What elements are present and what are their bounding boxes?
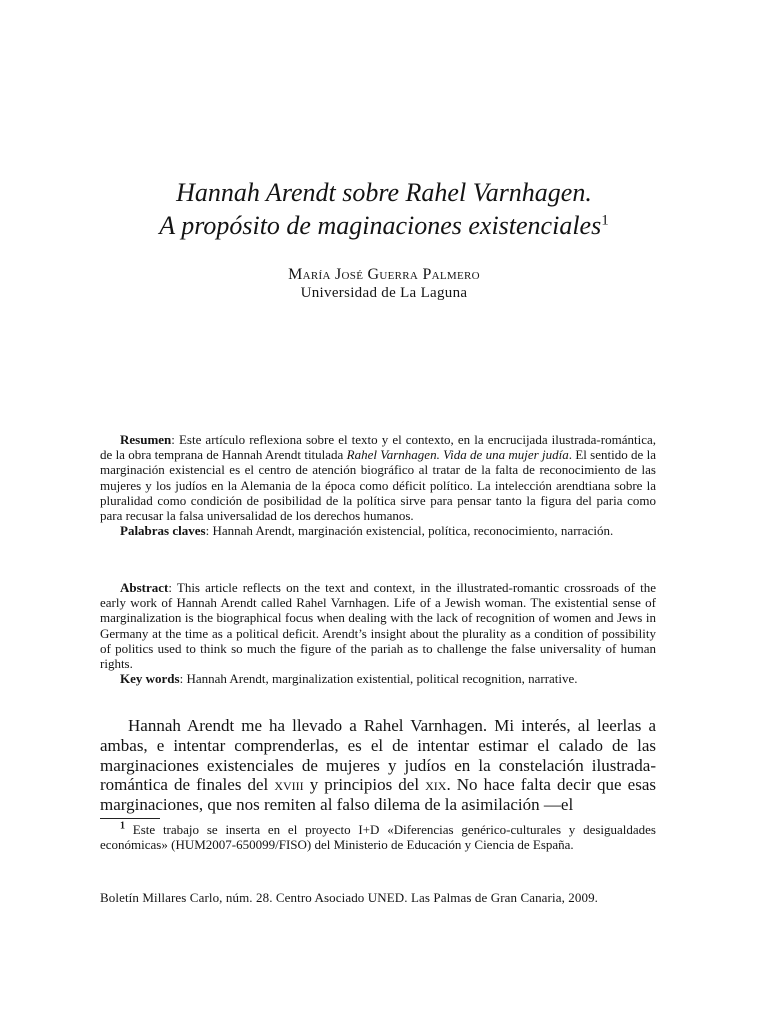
resumen-label: Resumen [120, 432, 172, 447]
key-words-label: Key words [120, 671, 180, 687]
resumen-section [100, 432, 656, 538]
key-words [100, 671, 656, 686]
century-19: xix [425, 775, 447, 795]
title-footnote-ref: 1 [601, 212, 609, 229]
resumen-paragraph [100, 432, 656, 523]
footnote-mark: 1 [120, 820, 125, 832]
resumen-text-a: : Este artículo reflexiona sobre el texto y el contexto, en la encrucijada ilustrada-romántica, de la obra temprana de Hannah Arendt titulada [100, 432, 656, 463]
author-block [100, 266, 668, 302]
body-text-c: . No hace falta decir que esas marginaciones, que nos remiten al falso dilema de la asimilación —el [100, 775, 656, 815]
body-paragraph [100, 716, 656, 815]
title-line-2 [100, 209, 668, 242]
palabras-claves-label: Palabras claves [120, 523, 206, 539]
abstract-section [100, 580, 656, 686]
footnote [100, 822, 656, 853]
footnote-divider [100, 818, 160, 819]
journal-citation: Boletín Millares Carlo, núm. 28. Centro Asociado UNED. Las Palmas de Gran Canaria, 2009. [100, 890, 599, 905]
article-title [100, 176, 668, 242]
resumen-text-b: . El sentido de la marginación existencial es el centro de atención biográfico al tratar de la falta de reconocimiento de las mujeres y los judíos en la Alemania de la época como déficit político. La intelección arendtiana sobre la pluralidad como condición de posibilidad de la política sirve para pensar tanto la figura del paria como para recusar la falsa universalidad de los derechos humanos. [100, 447, 656, 524]
body-text-b: y principios del [303, 775, 426, 795]
abstract-label: Abstract [120, 580, 169, 595]
title-line-1: Hannah Arendt sobre Rahel Varnhagen. [176, 178, 592, 207]
title-line-2-text: A propósito de maginaciones existenciales [159, 211, 602, 240]
footnote-text: Este trabajo se inserta en el proyecto I+D «Diferencias genérico-culturales y desigualdades económicas» (HUM2007-650099/FISO) del Ministerio de Educación y Ciencia de España. [100, 822, 656, 853]
author-name: María José Guerra Palmero [288, 266, 480, 283]
key-words-text: : Hannah Arendt, marginalization existential, political recognition, narrative. [179, 671, 578, 687]
palabras-claves [100, 523, 656, 538]
body-text-a: Hannah Arendt me ha llevado a Rahel Varnhagen. Mi interés, al leerlas a ambas, e intentar comprenderlas, es el de intentar estimar el calado de las marginaciones existenciales de mujeres y judíos en la constelación ilustrada-romántica de finales del [100, 716, 656, 795]
century-18: xviii [274, 775, 304, 795]
author-affiliation: Universidad de La Laguna [300, 285, 468, 301]
palabras-claves-text: : Hannah Arendt, marginación existencial, política, reconocimiento, narración. [205, 523, 614, 539]
abstract-paragraph [100, 580, 656, 671]
abstract-text: : This article reflects on the text and context, in the illustrated-romantic crossroads of the early work of Hannah Arendt called Rahel Varnhagen. Life of a Jewish woman. The existential sense of marginalization is the biographical focus when dealing with the lack of recognition of women and Jews in Germany at the time as a political deficit. Arendt’s insight about the plurality as a condition of possibility of politics used to think so much the figure of the pariah as to challenge the false universality of human rights. [100, 580, 656, 672]
resumen-book-title: Rahel Varnhagen. Vida de una mujer judía [346, 447, 569, 463]
